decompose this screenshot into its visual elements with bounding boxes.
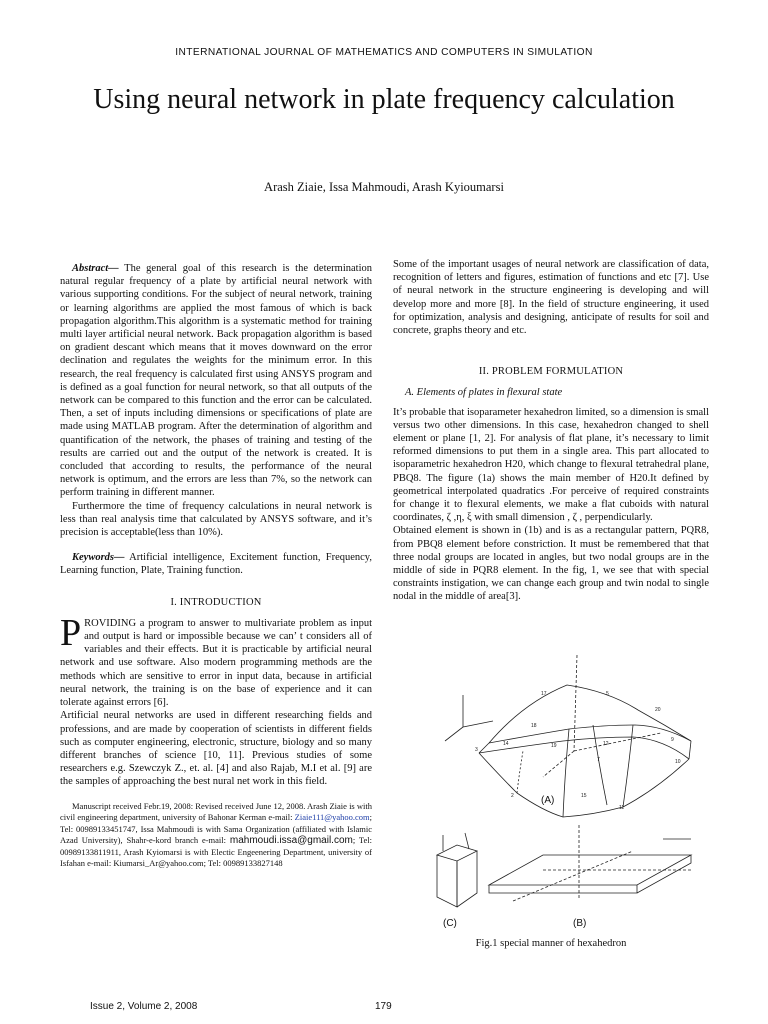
node-label: 3: [475, 747, 478, 753]
node-label: 15: [581, 793, 587, 799]
right-paragraph-2: It’s probable that isoparameter hexahedron limited, so a dimension is small versus two other dimensions. In this case, hexahedron changed to shell element or plane [1, 2]. For analysis of flat plane, it’s necessary to limit reformed dimensions to put them in a single area. This part allocated to isoparametric hexahedron H20, which change to flexural tetrahedral plane, PBQ8. The figure (1a) shows the main member of H20.It defined by geometrical interpolated quadratics .For perceive of required constraints for change it to flexural elements, we make a flat cuboids with natural coordinates, ζ ,η, ξ with small dimension , ζ , perpendicularly.: [393, 406, 709, 524]
note-text-b: ; Tel: 00989133451747, Issa Mahmoudi is with Sama Organization (affiliated with Islamic Azad University), Shahr-e-kord branch e-mail:: [60, 812, 372, 846]
paper-title: Using neural network in plate frequency calculation: [93, 84, 675, 115]
email-kiumarsi: Kiumarsi_Ar@yahoo.com: [113, 858, 204, 869]
node-label: 19: [551, 743, 557, 749]
node-label: 11: [619, 805, 625, 811]
note-text-a: Manuscript received Febr.19, 2008: Revised received June 12, 2008. Arash Ziaie is with civil engineering department, university of Bahonar Kerman e-mail:: [60, 800, 372, 823]
subsection-heading: A. Elements of plates in flexural state: [405, 387, 563, 399]
node-label: 9: [671, 737, 674, 743]
left-column: [60, 262, 372, 870]
keywords-paragraph: [60, 551, 372, 577]
abstract-paragraph-2: Furthermore the time of frequency calculations in neural network is less than real analysis time that calculated by ANSYS software, and it’s precision is acceptable(less than 10%).: [60, 500, 372, 539]
abstract-paragraph: [60, 262, 372, 500]
figure-c-label: (C): [443, 918, 457, 929]
email-mahmoudi: mahmoudi.issa@gmail.com: [229, 835, 353, 847]
node-label: 10: [675, 759, 681, 765]
node-label: 5: [606, 691, 609, 697]
node-label: 7: [597, 757, 600, 763]
hexahedron-figure: [393, 655, 709, 935]
node-label: 14: [503, 741, 509, 747]
section-heading-problem: II. PROBLEM FORMULATION: [478, 366, 624, 378]
figure-caption: Fig.1 special manner of hexahedron: [475, 938, 627, 949]
note-text-d: ; Tel: 00989133827148: [203, 858, 283, 869]
section-heading-introduction: I. INTRODUCTION: [170, 596, 262, 608]
author-list: Arash Ziaie, Issa Mahmoudi, Arash Kyioumarsi: [264, 180, 504, 194]
figure-a-label: (A): [541, 795, 555, 806]
note-text-c: ; Tel: 00989133811911, Arash Kyiomarsi is with Electic Engeenering Department, university of Isfahan e-mail:: [60, 835, 372, 869]
intro-paragraph-2: Artificial neural networks are used in different researching fields and professions, and are made by cooperation of scientists in different fields such as computer engineering, electronic, structure, biology and so many different branches of science [10, 11]. Previous studies of some researchers e.g. Szewczyk Z., et. al. [4] and also Rajab, M.I et al. [9] are the samples of approaching the best nural net work in this field.: [60, 710, 372, 788]
keywords-text: Artificial intelligence, Excitement function, Frequency, Learning function, Plate, Training function.: [60, 552, 372, 577]
figure-c-column: [437, 833, 477, 907]
manuscript-note: [60, 801, 372, 870]
abstract-text: The general goal of this research is the determination natural regular frequency of a plate by artificial neural network with various supporting conditions. For the subject of neural network, training or learning algorithms are applied the most famous of which is back propagation algorithm.This algorithm is a systematic method for training multi layer artificial neural network. Back propagation algorithm is based on gradient descant which means that it moves downward on the error declination and regulates the weights for the minimum error. In this research, the real frequency is calculated first using ANSYS program and is defined as a goal function for neural network, so that all outputs of the network can be compared to this function and the error can be calculated. Then, a set of inputs including dimensions or specifications of plate are made using MATLAB program. After the determination of algorithm and quantification of the network, the phases of training and testing of the results are carried out and the output of the network is created. It is concluded that according to results, the performance of the neural network is optimum, and the errors are less than 7%, so the network can perform training in different manner.: [60, 263, 372, 499]
email-link-ziaie[interactable]: Ziaie111@yahoo.com: [294, 812, 370, 823]
right-paragraph-3: Obtained element is shown in (1b) and is as a rectangular pattern, PQR8, from PBQ8 element before constriction. It must be remembered that that three nodal groups are located in angles, but two nodal groups are in the middle of side in PQR8 element. In the fig, 1, we see that with special constraints instigation, we can change each group and twin nodal to single nodal in the middle of area[3].: [393, 525, 709, 603]
node-label: 12: [603, 741, 609, 747]
drop-cap: P: [60, 611, 82, 654]
abstract-label: Abstract—: [72, 263, 119, 274]
right-paragraph-1: Some of the important usages of neural network are classification of data, recognition of letters and figures, estimation of functions and etc [7]. Use of neural network in the structure engineering is developing and will develop more and more [8]. In the field of structure engineering, it used for optimization, analysis and designing, anticipate of results for soil and concrete, graphs theory and etc.: [393, 259, 709, 337]
footer-issue: Issue 2, Volume 2, 2008: [90, 1001, 198, 1012]
intro-paragraph-1: [60, 611, 372, 709]
right-column: [393, 258, 709, 604]
node-label: 18: [531, 723, 537, 729]
figure-b-plate: [489, 825, 693, 901]
node-label: 20: [655, 707, 661, 713]
node-label: 17: [541, 691, 547, 697]
figure-a-hexahedron: [445, 655, 691, 817]
page-number: 179: [375, 1001, 392, 1012]
keywords-label: Keywords—: [72, 552, 125, 564]
figure-b-label: (B): [573, 918, 587, 929]
journal-header: INTERNATIONAL JOURNAL OF MATHEMATICS AND COMPUTERS IN SIMULATION: [175, 47, 593, 58]
node-label: 2: [511, 793, 514, 799]
intro-text-1: ROVIDING a program to answer to multivariate problem as input and output is hard or impossible because we can’ t considers all of variables and their effects. But it is practicable by artificial neural network and use software. Also modern programming methods are the methods which are sensitive to error in input data, because in artificial neural network, the training is on the base of experience and it can tolerate against errors [6].: [60, 617, 372, 709]
